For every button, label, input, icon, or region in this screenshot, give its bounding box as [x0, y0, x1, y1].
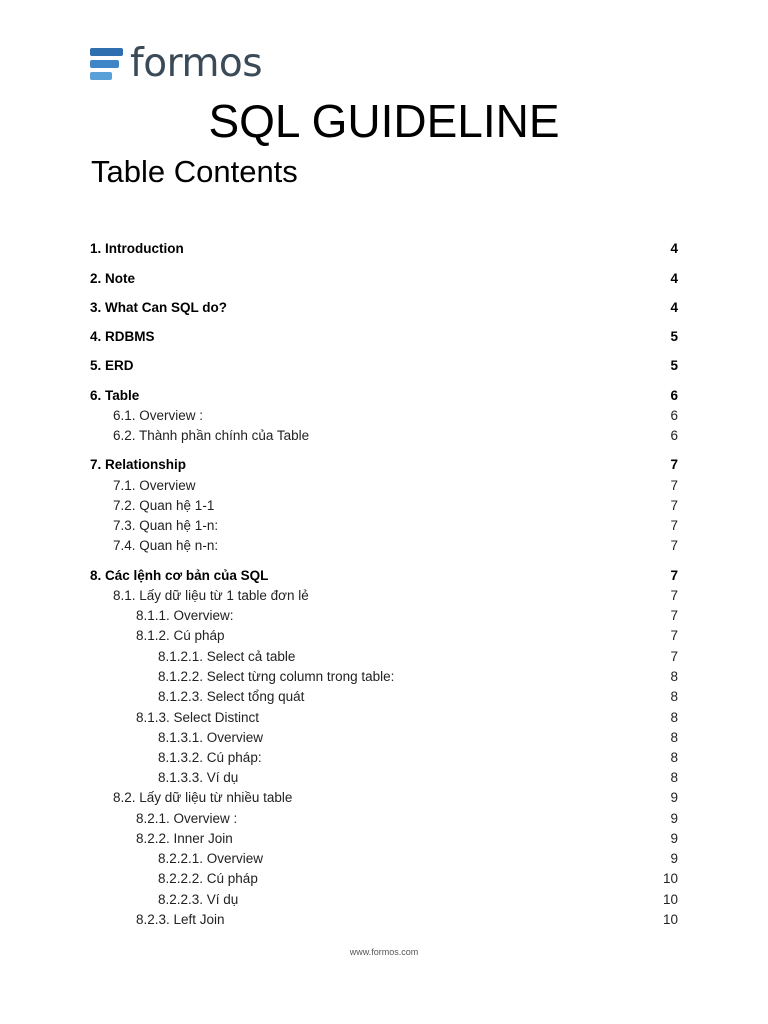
toc-entry-page: 9: [670, 811, 678, 826]
toc-entry-title: 2. Note: [90, 271, 136, 286]
toc-entry-page: 7: [670, 628, 678, 643]
toc-entry[interactable]: [90, 626, 678, 646]
toc-entry-title: 8.1.3.3. Ví dụ: [158, 770, 239, 785]
toc-entry[interactable]: [90, 667, 678, 687]
toc-entry-page: 8: [670, 689, 678, 704]
toc-entry[interactable]: [90, 890, 678, 910]
toc-entry-page: 8: [670, 669, 678, 684]
toc-entry-title: 8.2.1. Overview :: [136, 811, 238, 826]
toc-entry[interactable]: [90, 606, 678, 626]
toc-entry-title: 8.2. Lấy dữ liệu từ nhiều table: [113, 790, 293, 805]
toc-entry-title: 7. Relationship: [90, 457, 187, 472]
toc-entry-title: 8.1.2.1. Select cả table: [158, 649, 296, 664]
toc-entry[interactable]: [90, 406, 678, 426]
toc-entry-title: 8.1.2.3. Select tổng quát: [158, 689, 305, 704]
toc-entry-title: 8.2.2.1. Overview: [158, 851, 264, 866]
toc-entry[interactable]: [90, 809, 678, 829]
toc-entry-title: 7.4. Quan hệ n-n:: [113, 538, 219, 553]
toc-entry[interactable]: [90, 910, 678, 930]
toc-entry-title: 8.2.2.3. Ví dụ: [158, 892, 239, 907]
toc-entry[interactable]: [90, 849, 678, 869]
toc-entry-page: 7: [670, 568, 678, 583]
toc-entry[interactable]: [90, 728, 678, 748]
toc-entry-page: 8: [670, 710, 678, 725]
toc-entry[interactable]: [90, 516, 678, 536]
toc-entry-title: 6.2. Thành phần chính của Table: [113, 428, 310, 443]
toc-entry[interactable]: [90, 708, 678, 728]
toc-entry-title: 7.1. Overview: [113, 478, 196, 493]
toc-entry-page: 7: [670, 478, 678, 493]
toc-entry-title: 3. What Can SQL do?: [90, 300, 228, 315]
toc-entry-page: 10: [662, 871, 678, 886]
toc-entry-page: 8: [670, 730, 678, 745]
toc-entry-title: 1. Introduction: [90, 241, 184, 256]
toc-heading: Table Contents: [91, 154, 298, 189]
toc-entry-title: 8.1.2. Cú pháp: [136, 628, 225, 643]
toc-entry-title: 8. Các lệnh cơ bản của SQL: [90, 568, 269, 583]
toc-entry-page: 7: [670, 498, 678, 513]
toc-entry-title: 8.1. Lấy dữ liệu từ 1 table đơn lẻ: [113, 588, 309, 603]
toc-entry-title: 7.2. Quan hệ 1-1: [113, 498, 215, 513]
toc-entry-page: 5: [670, 358, 678, 373]
document-title: SQL GUIDELINE: [208, 95, 560, 147]
toc-entry-page: 5: [670, 329, 678, 344]
toc-entry-page: 7: [670, 649, 678, 664]
toc-entry-title: 8.2.3. Left Join: [136, 912, 225, 927]
toc-entry-title: 8.1.3. Select Distinct: [136, 710, 260, 725]
toc-entry[interactable]: [90, 829, 678, 849]
toc-entry[interactable]: [90, 566, 678, 586]
toc-entry-page: 9: [670, 851, 678, 866]
toc-entry-title: 5. ERD: [90, 358, 134, 373]
toc-entry[interactable]: [90, 356, 678, 376]
toc-entry[interactable]: [90, 768, 678, 788]
toc-entry[interactable]: [90, 536, 678, 556]
toc-entry[interactable]: [90, 869, 678, 889]
toc-entry-title: 4. RDBMS: [90, 329, 155, 344]
toc-entry-page: 7: [670, 608, 678, 623]
toc-entry-title: 8.1.3.2. Cú pháp:: [158, 750, 262, 765]
toc-entry[interactable]: [90, 586, 678, 606]
toc-entry-page: 7: [670, 457, 678, 472]
toc-entry-page: 7: [670, 538, 678, 553]
toc-entry-page: 9: [670, 790, 678, 805]
toc-entry-title: 8.1.2.2. Select từng column trong table:: [158, 669, 395, 684]
toc-entry-page: 6: [670, 428, 678, 443]
toc-entry[interactable]: [90, 687, 678, 707]
toc-entry[interactable]: [90, 748, 678, 768]
toc-entry-title: 6. Table: [90, 388, 140, 403]
toc-entry[interactable]: [90, 455, 678, 475]
toc-entry-title: 8.1.3.1. Overview: [158, 730, 264, 745]
toc-entry[interactable]: [90, 327, 678, 347]
logo-wordmark: formos: [130, 41, 263, 86]
toc-entry[interactable]: [90, 476, 678, 496]
toc-entry-page: 8: [670, 770, 678, 785]
toc-entry[interactable]: [90, 298, 678, 318]
toc-entry-page: 7: [670, 518, 678, 533]
toc-entry[interactable]: [90, 496, 678, 516]
toc-entry-title: 8.1.1. Overview:: [136, 608, 234, 623]
toc-entry[interactable]: [90, 269, 678, 289]
toc-entry-page: 4: [670, 241, 678, 256]
toc-entry-page: 6: [670, 388, 678, 403]
toc-entry-page: 9: [670, 831, 678, 846]
toc-entry-page: 4: [670, 300, 678, 315]
toc-entry[interactable]: [90, 647, 678, 667]
toc-entry-title: 6.1. Overview :: [113, 408, 204, 423]
toc-entry[interactable]: [90, 239, 678, 259]
table-of-contents: [90, 0, 678, 1024]
toc-entry-title: 8.2.2.2. Cú pháp: [158, 871, 258, 886]
toc-entry-page: 8: [670, 750, 678, 765]
toc-entry[interactable]: [90, 788, 678, 808]
toc-entry[interactable]: [90, 426, 678, 446]
toc-entry-page: 7: [670, 588, 678, 603]
toc-entry-title: 7.3. Quan hệ 1-n:: [113, 518, 219, 533]
toc-entry-page: 6: [670, 408, 678, 423]
footer-url: www.formos.com: [349, 947, 419, 957]
toc-entry-page: 10: [662, 892, 678, 907]
toc-entry-page: 4: [670, 271, 678, 286]
toc-entry-page: 10: [662, 912, 678, 927]
toc-entry-title: 8.2.2. Inner Join: [136, 831, 233, 846]
toc-entry[interactable]: [90, 386, 678, 406]
